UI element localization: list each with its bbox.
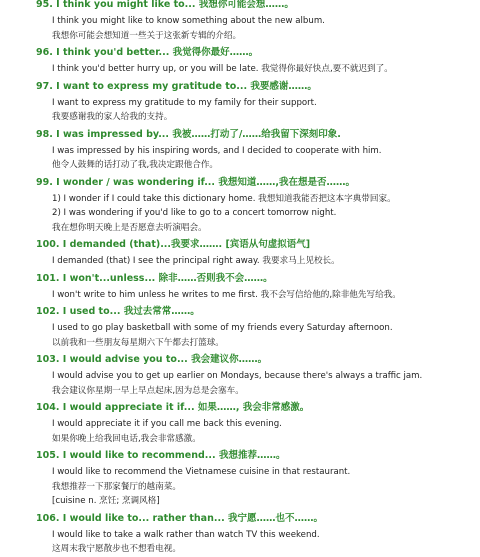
example-line: 我要感谢我的家人给我的支持。 — [52, 112, 173, 122]
phrase-heading: 102. I used to... 我过去常常……。 — [36, 306, 200, 317]
example-line: I would advise you to get up earlier on Mondays, because there's always a traffic jam. — [52, 371, 423, 381]
example-line: 以前我和一些朋友每星期六下午都去打篮球。 — [52, 337, 224, 348]
example-line: I won't write to him unless he writes to me first. 我不会写信给他的,除非他先写给我。 — [52, 289, 401, 300]
phrase-entry — [0, 0, 480, 43]
phrase-entry — [0, 269, 480, 303]
phrase-entry — [0, 509, 480, 557]
example-line: I would like to take a walk rather than watch TV this weekend. — [52, 529, 320, 540]
phrase-heading: 105. I would like to recommend... 我想推荐……。 — [36, 450, 286, 461]
example-line: I was impressed by his inspiring words, and I decided to cooperate with him. — [52, 145, 382, 156]
phrase-heading: 104. I would appreciate it if... 如果……, 我会非常感激。 — [36, 402, 310, 413]
phrase-heading: 103. I would advise you to... 我会建议你……。 — [36, 354, 268, 365]
example-line: 这周末我宁愿散步也不想看电视。 — [52, 544, 181, 554]
example-line: 他令人鼓舞的话打动了我,我决定跟他合作。 — [52, 160, 219, 170]
phrase-heading: 97. I want to express my gratitude to... 我要感谢……。 — [36, 80, 317, 92]
phrase-heading: 95. I think you might like to... 我想你可能会想……。 — [36, 0, 294, 10]
example-line: [cuisine n. 烹饪; 烹调风格] — [52, 496, 160, 506]
example-line: I demanded (that) I see the principal right away. 我要求马上见校长。 — [52, 256, 340, 266]
example-line: I think you might like to know something about the new album. — [52, 16, 325, 26]
phrase-heading: 100. I demanded (that)...我要求……. [宾语从句虚拟语气] — [36, 239, 311, 250]
example-line: 我想推荐一下那家餐厅的越南菜。 — [52, 481, 181, 492]
phrase-heading: 101. I won't...unless... 除非……否则我不会……。 — [36, 272, 273, 284]
phrase-heading: 98. I was impressed by... 我被……打动了/……给我留下深刻印象. — [36, 128, 341, 140]
phrase-entry — [0, 302, 480, 350]
phrase-entry — [0, 173, 480, 236]
phrase-heading: 99. I wonder / was wondering if... 我想知道……,我在想是否……。 — [36, 176, 355, 188]
phrase-entry — [0, 398, 480, 446]
phrase-entry — [0, 77, 480, 125]
example-line: 如果你晚上给我回电话,我会非常感激。 — [52, 433, 201, 444]
example-line: I would like to recommend the Vietnamese cuisine in that restaurant. — [52, 467, 351, 477]
phrase-entry — [0, 350, 480, 398]
phrase-entry — [0, 125, 480, 173]
phrase-heading: 96. I think you'd better... 我觉得你最好……。 — [36, 47, 259, 58]
example-line: 我在想你明天晚上是否愿意去听演唱会。 — [52, 222, 207, 233]
example-line: I think you'd better hurry up, or you will be late. 我觉得你最好快点,要不就迟到了。 — [52, 64, 393, 74]
phrase-entry — [0, 43, 480, 77]
example-line: 我会建议你星期一早上早点起床,因为总是会塞车。 — [52, 385, 244, 396]
phrase-heading: 106. I would like to... rather than... 我宁愿……也不……。 — [36, 512, 323, 524]
example-line: I used to go play basketball with some of my friends every Saturday afternoon. — [52, 323, 393, 333]
example-line: 我想你可能会想知道一些关于这张新专辑的介绍。 — [52, 30, 242, 41]
phrase-entry — [0, 446, 480, 509]
example-line: 2) I was wondering if you'd like to go to a concert tomorrow night. — [52, 208, 337, 218]
example-line: I want to express my gratitude to my family for their support. — [52, 97, 317, 108]
phrase-entry — [0, 235, 480, 269]
example-line: I would appreciate it if you call me back this evening. — [52, 419, 282, 429]
example-line: 1) I wonder if I could take this dictionary home. 我想知道我能否把这本字典带回家。 — [52, 193, 396, 204]
